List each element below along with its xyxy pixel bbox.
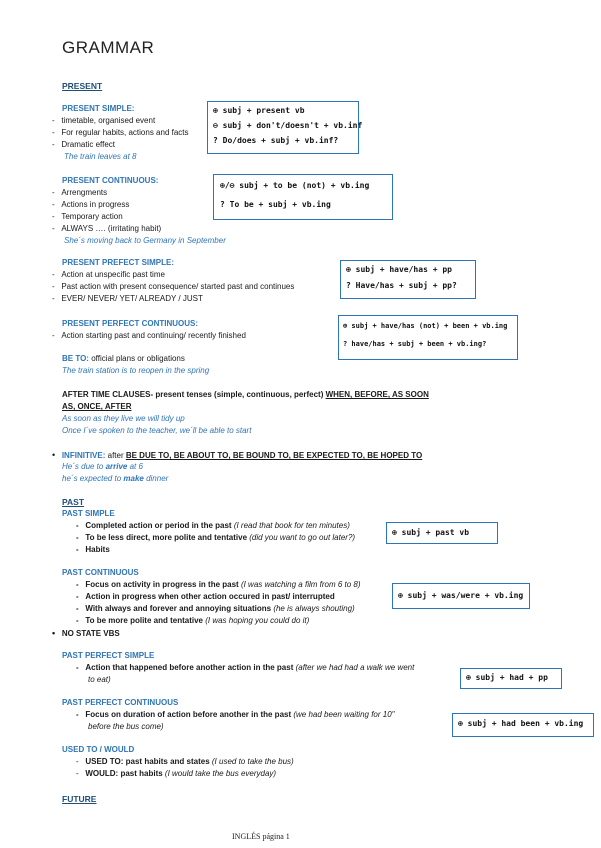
list-item: - For regular habits, actions and facts: [52, 128, 189, 137]
list-item: - Action starting past and continuing/ recently finished: [52, 331, 246, 340]
page-title: GRAMMAR: [62, 38, 155, 57]
no-state-verbs-note: • NO STATE VBS: [52, 628, 120, 638]
section-future-heading: FUTURE: [62, 794, 97, 804]
formula-box-past-perfect-continuous: ⊕ subj + had been + vb.ing: [452, 713, 594, 737]
example-text: The train station is to reopen in the spring: [62, 366, 210, 375]
example-text: She´s moving back to Germany in September: [64, 236, 226, 245]
present-perfect-continuous-title: PRESENT PERFECT CONTINUOUS:: [62, 319, 199, 328]
list-item: - Focus on duration of action before another in the past (we had been waiting for 10": [76, 710, 395, 719]
list-item: - With always and forever and annoying situations (he is always shouting): [76, 604, 355, 613]
past-simple-title: PAST SIMPLE: [62, 509, 115, 518]
infinitive-line: • INFINITIVE: after BE DUE TO, BE ABOUT TO, BE BOUND TO, BE EXPECTED TO, BE HOPED TO: [52, 450, 423, 460]
list-item: - To be more polite and tentative (I was hoping you could do it): [76, 616, 310, 625]
list-item: - To be less direct, more polite and tentative (did you want to go out later?): [76, 533, 356, 542]
list-item: - Action that happened before another action in the past (after we had had a walk we went: [76, 663, 415, 672]
section-past-heading: PAST: [62, 497, 85, 507]
be-to-line: BE TO: official plans or obligations: [62, 354, 185, 363]
example-text: Once I´ve spoken to the teacher, we´ll be able to start: [62, 426, 252, 435]
list-item: - EVER/ NEVER/ YET/ ALREADY / JUST: [52, 294, 203, 303]
past-perfect-simple-title: PAST PERFECT SIMPLE: [62, 651, 155, 660]
list-item: - timetable, organised event: [52, 116, 156, 125]
list-item: - Action in progress when other action occured in past/ interrupted: [76, 592, 335, 601]
present-continuous-title: PRESENT CONTINUOUS:: [62, 176, 159, 185]
after-time-clauses-line: AFTER TIME CLAUSES- present tenses (simple, continuous, perfect) WHEN, BEFORE, AS SOON: [62, 390, 429, 399]
list-item: - WOULD: past habits (I would take the bus everyday): [76, 769, 277, 778]
example-continuation: to eat): [88, 675, 111, 684]
list-item: - Completed action or period in the past (I read that book for ten minutes): [76, 521, 350, 530]
list-item: - Temporary action: [52, 212, 123, 221]
present-perfect-simple-title: PRESENT PREFECT SIMPLE:: [62, 258, 175, 267]
list-item: - USED TO: past habits and states (I used to take the bus): [76, 757, 294, 766]
list-item: - Action at unspecific past time: [52, 270, 165, 279]
formula-box-present-perfect-simple: ⊕ subj + have/has + pp ? Have/has + subj + pp?: [340, 260, 476, 299]
example-text: he´s expected to make dinner: [62, 474, 169, 483]
after-time-clauses-words: AS, ONCE, AFTER: [62, 402, 132, 411]
past-continuous-title: PAST CONTINUOUS: [62, 568, 139, 577]
list-item: - Arrengments: [52, 188, 108, 197]
list-item: - Actions in progress: [52, 200, 130, 209]
formula-box-past-continuous: ⊕ subj + was/were + vb.ing: [392, 583, 530, 609]
example-text: As soon as they live we will tidy up: [62, 414, 185, 423]
section-present-heading: PRESENT: [62, 81, 103, 91]
example-text: He´s due to arrive at 6: [62, 462, 143, 471]
list-item: - ALWAYS …. (irritating habit): [52, 224, 162, 233]
past-perfect-continuous-title: PAST PERFECT CONTINUOUS: [62, 698, 179, 707]
formula-box-past-simple: ⊕ subj + past vb: [386, 522, 498, 544]
present-simple-title: PRESENT SIMPLE:: [62, 104, 135, 113]
list-item: - Focus on activity in progress in the past (I was watching a film from 6 to 8): [76, 580, 361, 589]
formula-box-present-continuous: ⊕/⊖ subj + to be (not) + vb.ing ? To be + subj + vb.ing: [213, 174, 393, 220]
formula-box-present-simple: ⊕ subj + present vb ⊖ subj + don't/doesn't + vb.inf ? Do/does + subj + vb.inf?: [207, 101, 359, 154]
example-text: The train leaves at 8: [64, 152, 137, 161]
formula-box-past-perfect-simple: ⊕ subj + had + pp: [460, 668, 562, 689]
formula-box-present-perfect-continuous: ⊕ subj + have/has (not) + been + vb.ing ? have/has + subj + been + vb.ing?: [338, 315, 518, 360]
list-item: - Dramatic effect: [52, 140, 115, 149]
list-item: - Past action with present consequence/ started past and continues: [52, 282, 295, 291]
example-continuation: before the bus come): [88, 722, 164, 731]
page-footer: INGLÉS página 1: [232, 832, 290, 841]
used-to-would-title: USED TO / WOULD: [62, 745, 135, 754]
list-item: - Habits: [76, 545, 110, 554]
